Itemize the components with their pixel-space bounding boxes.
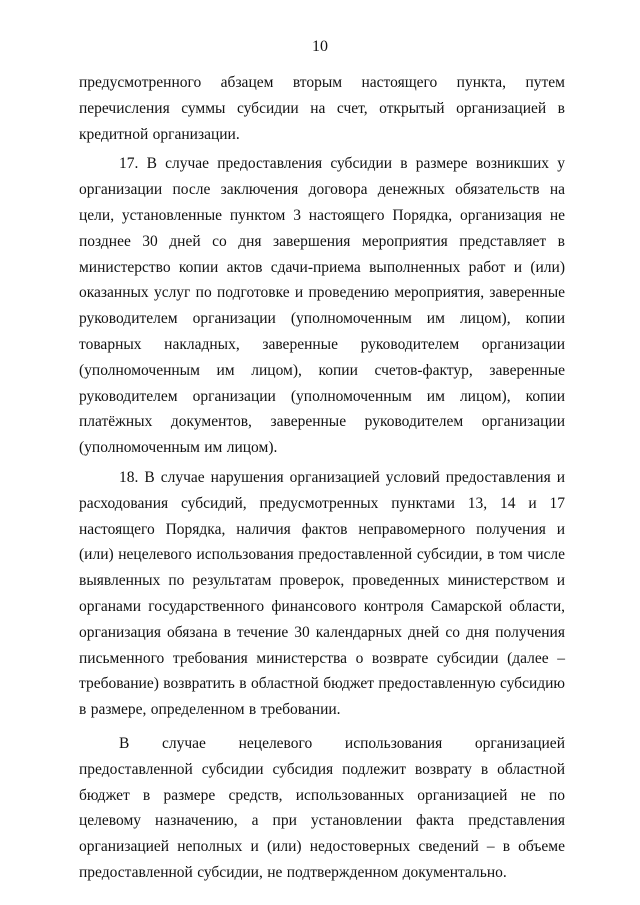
paragraph-17: 17. В случае предоставления субсидии в размере возникших у организации после заключения договора денежных обязательств на цели, установленные пунктом 3 настоящего Порядка, организация не позднее 30 дней со дня завершения мероприятия представляет в министерство копии актов сдачи-приема выполненных работ и (или) оказанных услуг по подготовке и проведению мероприятия, заверенные руководителем организации (уполномоченным им лицом), копии товарных накладных, заверенные руководителем организации (уполномоченным им лицом), копии счетов-фактур, заверенные руководителем организации (уполномоченным им лицом), копии платёжных документов, заверенные руководителем организации (уполномоченным им лицом). <box>79 155 565 457</box>
paragraph-misuse: В случае нецелевого использования организацией предоставленной субсидии субсидия подлежит возврату в областной бюджет в размере средств, использованных организацией не по целевому назначению, а при установлении факта представления организацией неполных и (или) недостоверных сведений – в объеме предоставленной субсидии, не подтвержденном документально. <box>79 734 565 881</box>
page-number: 10 <box>312 38 328 55</box>
paragraph-18: 18. В случае нарушения организацией условий предоставления и расходования субсидий, предусмотренных пунктами 13, 14 и 17 настоящего Порядка, наличия фактов неправомерного получения и (или) нецелевого использования предоставленной субсидии, в том числе выявленных по результатам проверок, проведенных министерством и органами государственного финансового контроля Самарской области, организация обязана в течение 30 календарных дней со дня получения письменного требования министерства о возврате субсидии (далее – требование) возвратить в областной бюджет предоставленную субсидию в размере, определенном в требовании. <box>79 468 565 719</box>
document-body <box>79 70 565 886</box>
paragraph-continuation: предусмотренного абзацем вторым настоящего пункта, путем перечисления суммы субсидии на счет, открытый организацией в кредитной организации. <box>79 74 565 143</box>
